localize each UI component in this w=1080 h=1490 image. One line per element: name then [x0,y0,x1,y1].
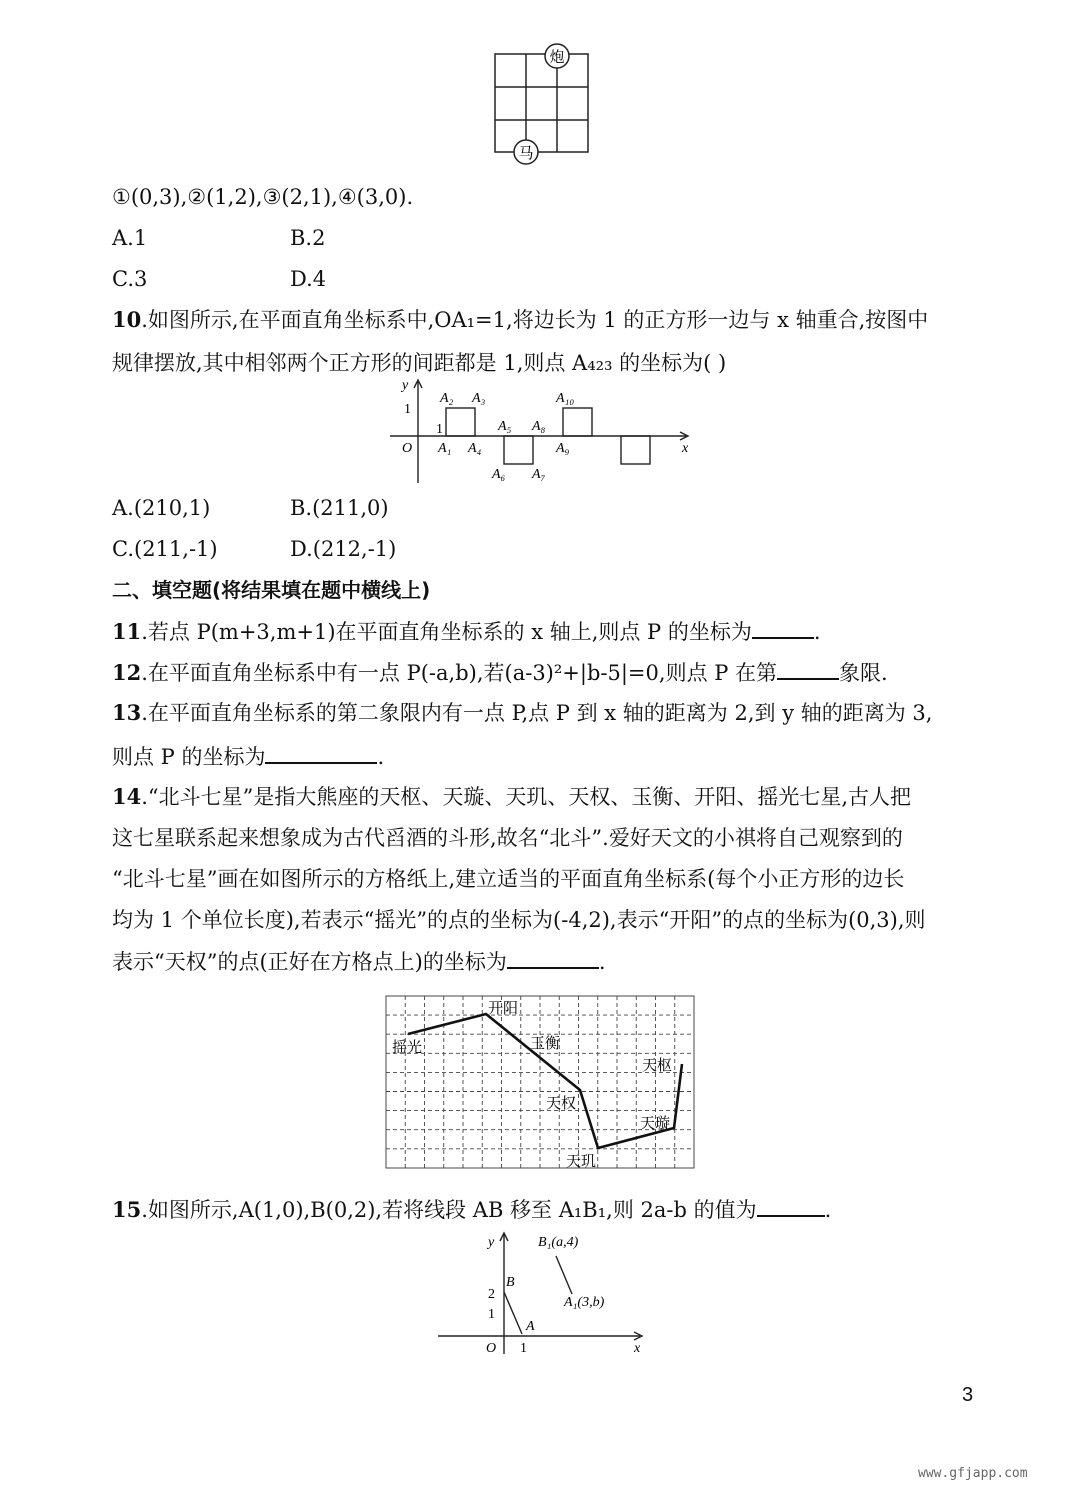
q14-text-1: .“北斗七星”是指大熊座的天枢、天璇、天玑、天权、玉衡、开阳、摇光七星,古人把 [141,785,912,809]
q10-a9-label: A₉ [556,441,570,456]
star-yaoguang-label: 摇光 [392,1040,423,1056]
horse-piece-label: 马 [518,146,534,162]
q13-line-1 [112,699,932,727]
q12-answer-blank[interactable] [777,658,839,680]
q10-line-1 [112,306,928,334]
q13-end: . [377,745,385,769]
q12-number: 12 [112,660,142,685]
q9-choice-b: B.2 [290,226,326,250]
q13-text-2: 则点 P 的坐标为 [112,745,266,769]
star-tianshu-label: 天枢 [642,1058,673,1074]
q10-y-axis-label: y [402,378,409,393]
q12-end: 象限. [839,661,888,685]
q10-choice-a: A.(210,1) [112,496,211,520]
q10-a3-label: A₃ [472,391,486,406]
q14-text-5: 表示“天权”的点(正好在方格点上)的坐标为 [112,950,507,974]
q15-point-a1-label: A₁(3,b) [564,1295,605,1310]
q13-line-2 [112,742,384,771]
q12-line [112,658,888,687]
q10-choice-b: B.(211,0) [290,496,389,520]
q14-line-3: “北斗七星”画在如图所示的方格纸上,建立适当的平面直角坐标系(每个小正方形的边长 [112,867,905,891]
q10-choice-c: C.(211,-1) [112,537,218,561]
star-tianquan-label: 天权 [546,1096,577,1112]
q10-a5-label: A₅ [498,419,512,434]
q10-line-2: 规律摆放,其中相邻两个正方形的间距都是 1,则点 A₄₂₃ 的坐标为( ) [112,351,727,375]
q10-x-one-label: 1 [436,422,443,437]
q9-choice-a: A.1 [112,226,148,250]
q15-answer-blank[interactable] [757,1195,825,1217]
page-number: 3 [962,1384,974,1406]
q10-a6-label: A₆ [492,467,506,482]
q15-y-axis-label: y [488,1235,495,1250]
q15-segment-figure [434,1228,650,1358]
q14-line-5 [112,947,606,976]
q15-point-b1-label: B₁(a,4) [538,1235,579,1250]
q14-line-4: 均为 1 个单位长度),若表示“摇光”的点的坐标为(-4,2),表示“开阳”的点的坐标为(0,3),则 [112,908,926,932]
q15-origin-label: O [486,1341,497,1356]
q10-y-one-label: 1 [404,402,411,417]
q11-text: .若点 P(m+3,m+1)在平面直角坐标系的 x 轴上,则点 P 的坐标为 [141,620,752,644]
q15-x-axis-label: x [634,1341,641,1356]
q10-a8-label: A₈ [532,419,546,434]
q11-answer-blank[interactable] [752,617,814,639]
star-tianji-label: 天玑 [566,1154,597,1170]
q13-text-1: .在平面直角坐标系的第二象限内有一点 P,点 P 到 x 轴的距离为 2,到 y 轴的距离为 3, [141,701,933,725]
q15-line [112,1195,831,1224]
q9-choice-d: D.4 [290,267,327,291]
watermark: www.gfjapp.com [918,1466,1028,1481]
q9-choice-c: C.3 [112,267,148,291]
q12-text: .在平面直角坐标系中有一点 P(-a,b),若(a-3)²+|b-5|=0,则点 P 在第 [141,661,778,685]
q10-x-axis-label: x [682,441,689,456]
star-kaiyang-label: 开阳 [488,1001,519,1017]
star-tianxuan-label: 天璇 [640,1116,671,1132]
q14-answer-blank[interactable] [507,947,599,969]
q10-a4-label: A₄ [468,441,482,456]
q10-a2-label: A₂ [440,391,454,406]
q14-line-1 [112,783,911,811]
q15-end: . [824,1198,832,1222]
q15-text: .如图所示,A(1,0),B(0,2),若将线段 AB 移至 A₁B₁,则 2a-b 的值为 [141,1198,757,1222]
q10-a10-label: A₁₀ [556,391,575,406]
q10-number: 10 [112,307,142,332]
q15-point-a-label: A [526,1319,535,1334]
q10-squares-figure [388,378,698,488]
q14-line-2: 这七星联系起来想象成为古代舀酒的斗形,故名“北斗”.爱好天文的小祺将自己观察到的 [112,826,903,850]
q10-a1-label: A₁ [438,441,452,456]
q14-end: . [598,950,606,974]
q14-number: 14 [112,784,142,809]
big-dipper-grid-figure [384,994,698,1172]
q10-a7-label: A₇ [532,467,546,482]
q11-end: . [813,620,821,644]
cannon-piece-label: 炮 [549,50,565,66]
q9-chessboard-figure [488,42,594,166]
q9-options-line: ①(0,3),②(1,2),③(2,1),④(3,0). [112,185,414,209]
q13-number: 13 [112,700,142,725]
q11-line [112,617,821,646]
q10-origin-label: O [402,441,413,456]
q15-y-one-label: 1 [488,1307,495,1322]
q15-point-b-label: B [506,1275,515,1290]
q13-answer-blank[interactable] [265,742,377,764]
q11-number: 11 [112,619,142,644]
q10-text-1: .如图所示,在平面直角坐标系中,OA₁=1,将边长为 1 的正方形一边与 x 轴重合,按图中 [141,308,929,332]
q15-number: 15 [112,1197,142,1222]
q15-x-one-label: 1 [520,1341,527,1356]
q15-y-two-label: 2 [488,1287,495,1302]
q10-choice-d: D.(212,-1) [290,537,397,561]
star-yuheng-label: 玉衡 [530,1036,561,1052]
section-2-heading: 二、填空题(将结果填在题中横线上) [112,578,431,602]
